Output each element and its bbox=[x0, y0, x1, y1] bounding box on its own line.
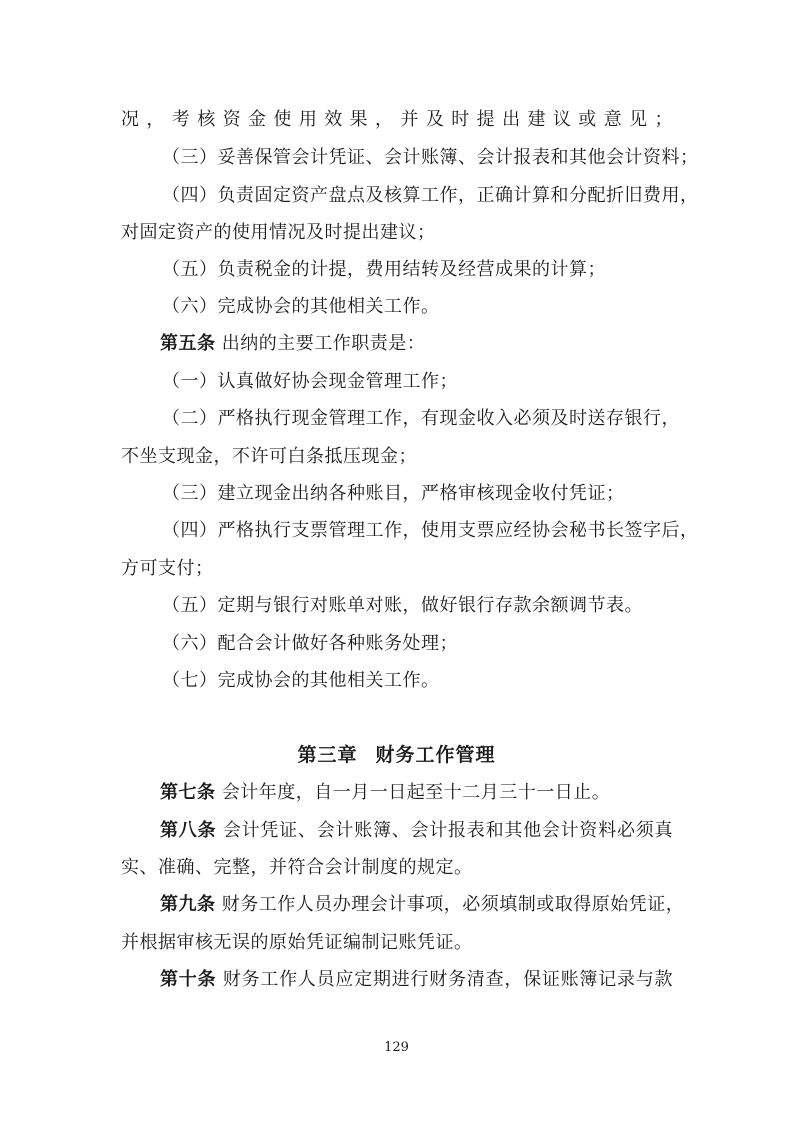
article-line: 第九条 财务工作人员办理会计事项，必须填制或取得原始凭证， bbox=[160, 894, 685, 915]
page-number: 129 bbox=[384, 1040, 409, 1055]
list-item-line: （五）负责税金的计提，费用结转及经营成果的计算； bbox=[162, 259, 606, 280]
paragraph-line: 对固定资产的使用情况及时提出建议； bbox=[121, 222, 436, 243]
list-item-line: （三）建立现金出纳各种账目，严格审核现金收付凭证； bbox=[162, 483, 625, 504]
list-item-line: （一）认真做好协会现金管理工作； bbox=[162, 371, 458, 392]
paragraph-line: 不坐支现金，不许可白条抵压现金； bbox=[121, 446, 417, 467]
list-item-line: （二）严格执行现金管理工作，有现金收入必须及时送存银行， bbox=[162, 408, 680, 429]
list-item-line: （七）完成协会的其他相关工作。 bbox=[162, 670, 440, 691]
paragraph-line: 方可支付； bbox=[121, 558, 214, 579]
article-label: 第七条 bbox=[160, 782, 216, 803]
paragraph-line: 实、准确、完整，并符合会计制度的规定。 bbox=[121, 857, 473, 878]
article-label: 第十条 bbox=[160, 969, 217, 990]
article-line: 第七条 会计年度，自一月一日起至十二月三十一日止。 bbox=[160, 782, 611, 803]
chapter-number: 第三章 bbox=[297, 744, 358, 766]
article-line: 第五条 出纳的主要工作职责是： bbox=[160, 333, 426, 354]
paragraph-line: 况，考核资金使用效果，并及时提出建议或意见； bbox=[121, 109, 673, 130]
list-item-line: （四）负责固定资产盘点及核算工作，正确计算和分配折旧费用， bbox=[162, 185, 699, 206]
list-item-line: （三）妥善保管会计凭证、会计账簿、会计报表和其他会计资料； bbox=[162, 147, 699, 168]
article-label: 第九条 bbox=[160, 894, 216, 915]
article-line: 第八条 会计凭证、会计账簿、会计报表和其他会计资料必须真 bbox=[160, 820, 673, 841]
list-item-line: （五）定期与银行对账单对账，做好银行存款余额调节表。 bbox=[162, 595, 643, 616]
chapter-heading bbox=[0, 742, 793, 768]
chapter-title: 财务工作管理 bbox=[375, 744, 496, 766]
paragraph-line: 并根据审核无误的原始凭证编制记账凭证。 bbox=[121, 932, 473, 953]
list-item-line: （六）配合会计做好各种账务处理； bbox=[162, 633, 458, 654]
list-item-line: （四）严格执行支票管理工作，使用支票应经协会秘书长签字后， bbox=[162, 520, 699, 541]
article-label: 第五条 bbox=[160, 333, 216, 354]
article-line: 第十条 财务工作人员应定期进行财务清查，保证账簿记录与款 bbox=[160, 969, 673, 990]
article-label: 第八条 bbox=[160, 820, 217, 841]
list-item-line: （六）完成协会的其他相关工作。 bbox=[162, 296, 440, 317]
